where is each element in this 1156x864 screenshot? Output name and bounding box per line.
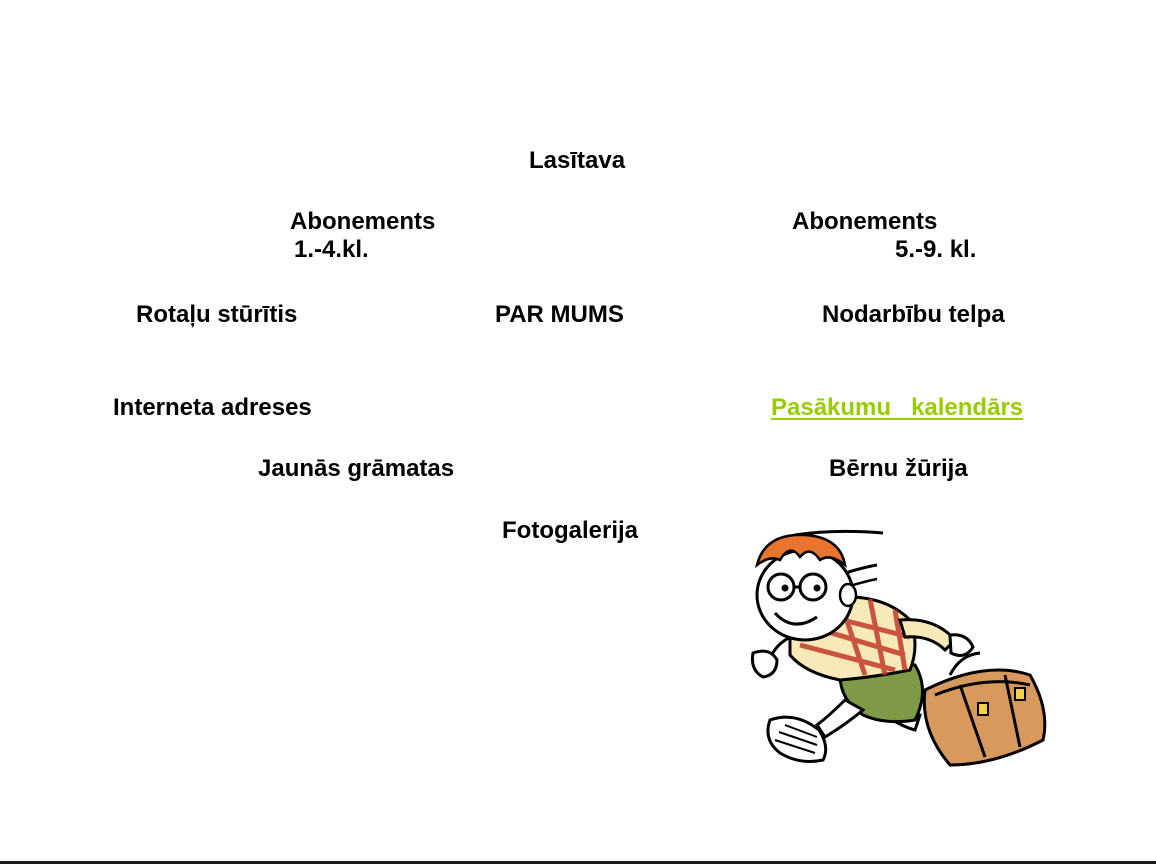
nav-bernu-zurija[interactable] (829, 455, 968, 483)
nav-lasitava[interactable] (529, 147, 625, 175)
nav-nodarbibu-telpa-label: Nodarbību telpa (822, 301, 1005, 328)
nav-rotalu-sturitis[interactable] (136, 301, 297, 329)
nav-abonements-1-4-grades: 1.-4.kl. (294, 236, 369, 263)
nav-interneta-adreses[interactable] (113, 394, 312, 422)
nav-lasitava-label: Lasītava (529, 147, 626, 174)
nav-abonements-1-4-title: Abonements (290, 208, 436, 235)
nav-fotogalerija-label: Fotogalerija (502, 517, 639, 544)
nav-abonements-1-4[interactable] (290, 208, 435, 264)
nav-fotogalerija[interactable] (502, 517, 638, 545)
nav-jaunas-gramatas-label: Jaunās grāmatas (258, 455, 455, 482)
nav-nodarbibu-telpa[interactable] (822, 301, 1005, 329)
nav-abonements-5-9[interactable] (792, 208, 976, 264)
nav-abonements-5-9-grades: 5.-9. kl. (895, 236, 977, 263)
nav-interneta-adreses-label: Interneta adreses (113, 394, 312, 421)
running-schoolboy-clipart-icon (745, 525, 1055, 775)
nav-pasakumu-kalendars-link[interactable]: Pasākumu kalendārs (771, 394, 1024, 421)
nav-bernu-zurija-label: Bērnu žūrija (829, 455, 968, 482)
nav-par-mums-label: PAR MUMS (495, 301, 624, 328)
nav-abonements-5-9-title: Abonements (792, 208, 938, 235)
nav-par-mums[interactable] (495, 301, 624, 329)
nav-rotalu-sturitis-label: Rotaļu stūrītis (136, 301, 298, 328)
nav-pasakumu-kalendars[interactable] (771, 394, 1023, 422)
nav-jaunas-gramatas[interactable] (258, 455, 454, 483)
